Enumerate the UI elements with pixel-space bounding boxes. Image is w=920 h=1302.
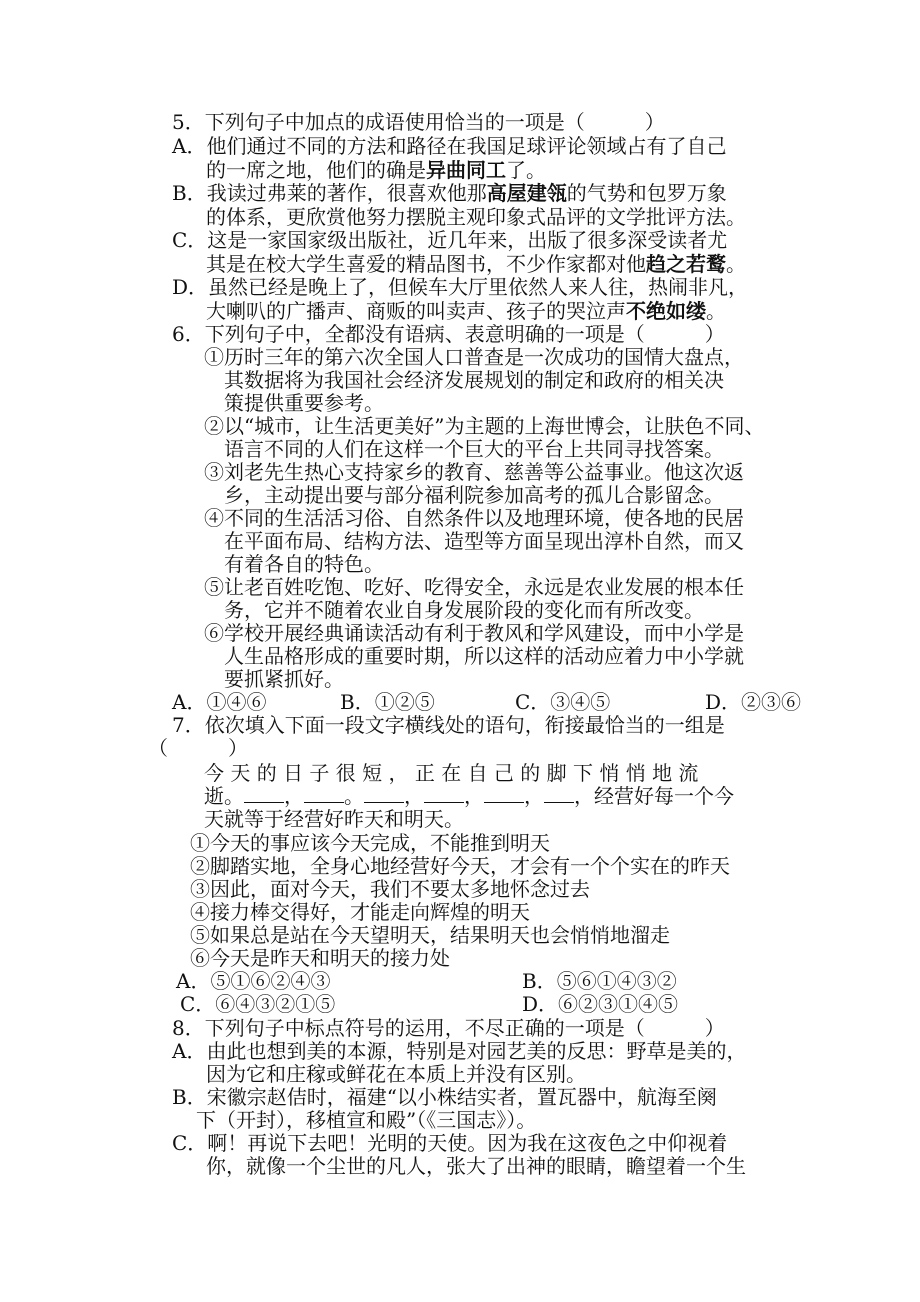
q5-option-c-line2: 其是在校大学生喜爱的精品图书，不少作家都对他趋之若鹜。 <box>206 252 746 276</box>
q7-blank-5 <box>484 784 524 803</box>
q6-sentence-1-line2: 其数据将为我国社会经济发展规划的制定和政府的相关决 <box>224 368 724 392</box>
q5-option-b-line2: 的体系，更欣赏他努力摆脱主观印象式品评的文学批评方法。 <box>206 205 746 229</box>
q5-option-b-line1: B．我读过弗莱的著作，很喜欢他那高屋建瓴的气势和包罗万象 <box>172 181 727 205</box>
q6-sentence-5-line1: ⑤让老百姓吃饱、吃好、吃得安全，永远是农业发展的根本任 <box>204 575 744 599</box>
q7-passage-line3: 天就等于经营好昨天和明天。 <box>204 807 464 831</box>
q7-option-d: D．⑥②③①④⑤ <box>522 992 679 1016</box>
q7-item-6: ⑥今天是昨天和明天的接力处 <box>190 946 450 970</box>
q5-option-c-line1: C．这是一家国家级出版社，近几年来，出版了很多深受读者尤 <box>172 228 728 252</box>
q8-option-c-line2: 你，就像一个尘世的凡人，张大了出神的眼睛，瞻望着一个生 <box>206 1154 746 1178</box>
q6-sentence-2-line2: 语言不同的人们在这样一个巨大的平台上共同寻找答案。 <box>224 437 724 461</box>
q6-sentence-1-line3: 策提供重要参考。 <box>224 391 384 415</box>
q5-option-a-line1: A．他们通过不同的方法和路径在我国足球评论领域占有了自己 <box>172 134 727 158</box>
q6-sentence-6-line3: 要抓紧抓好。 <box>224 667 344 691</box>
q7-option-b: B．⑤⑥①④③② <box>522 969 677 993</box>
q7-passage-line2: 逝。 ， 。 ， ， ， ，经营好每一个今 <box>204 784 734 808</box>
q6-option-d: D．②③⑥ <box>705 690 802 714</box>
q8-stem: 8．下列句子中标点符号的运用，不尽正确的一项是（ ） <box>172 1016 725 1040</box>
q7-item-3: ③因此，面对今天，我们不要太多地怀念过去 <box>190 877 590 901</box>
q8-option-a-line1: A．由此也想到美的本源，特别是对园艺美的反思：野草是美的， <box>172 1039 747 1063</box>
q6-sentence-2-line1: ②以“城市，让生活更美好”为主题的上海世博会，让肤色不同、 <box>204 414 765 438</box>
q7-option-c: C．⑥④③②①⑤ <box>180 992 336 1016</box>
q6-sentence-5-line2: 务，它并不随着农业自身发展阶段的变化而有所改变。 <box>224 598 704 622</box>
q7-blank-3 <box>364 784 404 803</box>
q6-sentence-4-line1: ④不同的生活活习俗、自然条件以及地理环境，使各地的民居 <box>204 506 744 530</box>
q7-item-5: ⑤如果总是站在今天望明天，结果明天也会悄悄地溜走 <box>190 923 670 947</box>
q7-option-a: A．⑤①⑥②④③ <box>176 969 331 993</box>
q8-option-c-line1: C．啊！再说下去吧！光明的天使。因为我在这夜色之中仰视着 <box>172 1131 728 1155</box>
q5-idiom-b: 高屋建瓴 <box>486 181 567 205</box>
q5-idiom-a: 异曲同工 <box>426 158 506 182</box>
q7-blank-1 <box>244 784 284 803</box>
q7-blank-4 <box>424 784 464 803</box>
q6-option-b: B．①②⑤ <box>340 690 435 714</box>
q7-answer-paren: （ ） <box>148 736 248 760</box>
q6-sentence-3-line2: 乡，主动提出要与部分福利院参加高考的孤儿合影留念。 <box>224 483 724 507</box>
q5-idiom-c: 趋之若鹜 <box>646 252 726 276</box>
q8-option-b-line2: 下（开封），移植宣和殿”（《三国志》）。 <box>196 1108 537 1132</box>
q5-idiom-d: 不绝如缕 <box>626 299 706 323</box>
q7-item-2: ②脚踏实地，全身心地经营好今天，才会有一个个实在的昨天 <box>190 854 730 878</box>
q8-option-b-line1: B．宋徽宗赵佶时，福建“以小株结实者，置瓦器中，航海至阕 <box>172 1085 717 1109</box>
q5-option-d-line1: D．虽然已经是晚上了，但候车大厅里依然人来人往，热闹非凡， <box>172 275 749 299</box>
q7-stem: 7．依次填入下面一段文字横线处的语句，衔接最恰当的一组是 <box>172 713 725 737</box>
q6-sentence-6-line1: ⑥学校开展经典诵读活动有利于教风和学风建设，而中小学是 <box>204 621 744 645</box>
q7-blank-6 <box>544 784 574 803</box>
q6-sentence-3-line1: ③刘老先生热心支持家乡的教育、慈善等公益事业。他这次返 <box>204 460 744 484</box>
q5-option-d-line2: 大喇叭的广播声、商贩的叫卖声、孩子的哭泣声不绝如缕。 <box>206 299 726 323</box>
q6-stem: 6．下列句子中，全都没有语病、表意明确的一项是（ ） <box>172 322 725 346</box>
q8-option-a-line2: 因为它和庄稼或鲜花在本质上并没有区别。 <box>206 1062 586 1086</box>
q7-passage-line1: 今 天 的 日 子 很 短 ， 正 在 自 己 的 脚 下 悄 悄 地 流 <box>204 761 699 785</box>
q5-option-a-line2: 的一席之地，他们的确是异曲同工了。 <box>206 158 546 182</box>
q6-option-a: A．①④⑥ <box>172 690 267 714</box>
q6-sentence-4-line3: 有着各自的特色。 <box>224 552 384 576</box>
q6-sentence-4-line2: 在平面布局、结构方法、造型等方面呈现出淳朴自然，而又 <box>224 529 744 553</box>
q7-blank-2 <box>304 784 344 803</box>
q6-sentence-6-line2: 人生品格形成的重要时期，所以这样的活动应着力中小学就 <box>224 644 744 668</box>
q5-stem: 5．下列句子中加点的成语使用恰当的一项是（ ） <box>172 110 665 134</box>
q6-option-c: C．③④⑤ <box>515 690 611 714</box>
q7-item-1: ①今天的事应该今天完成，不能推到明天 <box>190 831 550 855</box>
q6-sentence-1-line1: ①历时三年的第六次全国人口普查是一次成功的国情大盘点， <box>204 345 744 369</box>
q7-item-4: ④接力棒交得好，才能走向辉煌的明天 <box>190 900 530 924</box>
